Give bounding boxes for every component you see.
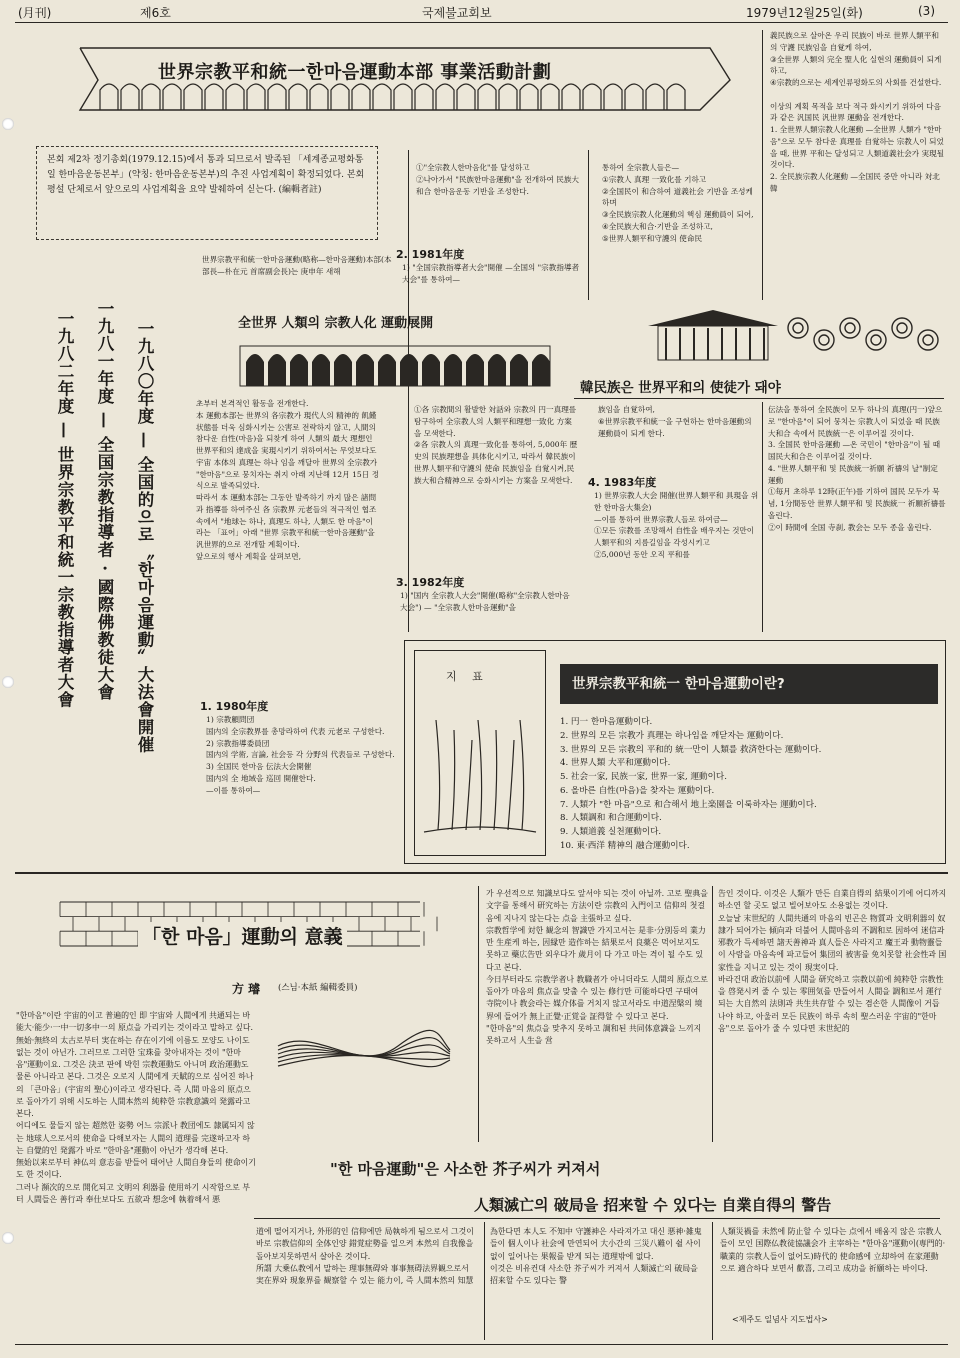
- building-illustration: [578, 306, 948, 368]
- issue-number: 제6호: [140, 6, 171, 20]
- index-item: 5. 社会一家, 民族一家, 世界一家, 運動이다.: [560, 772, 727, 782]
- section-1981-text: 1) "全国宗教指導者大会"開催 —全国의 "宗教指導者大会"를 통하여—: [402, 263, 580, 284]
- index-list: [560, 716, 940, 854]
- essay-col-2: 가 우선적으로 知識보다도 앞서야 되는 것이 아닐까. 고로 聖典을 文字를 통해서 研究하는 方法이란 宗教의 入門이고 信仰의 첫걸음에 지나지 않는다는 点을 主張하고 싶다. 宗教哲学에 対한 観念의 智識만 가지고서는 是非·分別등의 業力만 生産케 하는, 因縁만 造作하는 結果로서 良薬은 먹어보지도 못하고 藥広告만 외우다가 歲月이 다 가고 마는 격이 될 수도 있다고 본다. 今日부터라도 宗教学者나 教職者가 아니더라도 人間의 原点으로 돌아가 마음의 焦点을 맞출 수 있는 修行만 可能하다면 구태여 寺院이나 教会라는 媒介体를 거치지 않고서라도 中道涅槃의 境界에 들어가 無上正覺·正覚을 証得할 수 있다고 본다. "한마음"의 焦点을 맞추지 못하고 調和된 共同体意識을 느끼지 못하고서 人生을 営: [486, 889, 708, 1045]
- section-1983: 4. 1983年度: [588, 476, 657, 489]
- rule: [254, 1218, 940, 1219]
- section-title-koreans: 韓民族은 世界平和의 使徒가 돼야: [580, 380, 781, 396]
- title-banner-art: [70, 40, 730, 130]
- index-item: 2. 世界의 모든 宗教가 真理는 하나임을 깨닫자는 運動이다.: [560, 730, 784, 741]
- article-body: 초부터 본격적인 활동을 전개한다. 本 運動本部는 世界의 各宗教가 現代人의 精神的 飢饉状態를 더욱 심화시키는 公害로 전략하지 않고, 人間의 참다운 自性(마음)을 되찾게 하여 人類의 最大 理想인 世界平和의 達成을 実現시키기 위하여서는 무엇보다도 宇宙 本体의 真理는 하나 임을 깨달아 世界의 全宗教가 "한마음"으로 뭉치자는 취지 아래 지난해 12月 15日 정식으로 발족되었다. 따라서 本 運動本部는 그동안 발족하기 까지 많은 諸問과 指導를 하여주신 各 宗教界 元老들의 적극적인 협조 속에서 "地球는 하나, 真理도 하나, 人類도 한 마음"이라는 「표어」아래 "世界 宗教平和統一한마음運動"을 汎世界的으로 전개할 계획이다. 앞으로의 행사 계획을 살펴보면,: [196, 399, 380, 561]
- tree-illustration: [420, 700, 540, 850]
- index-item: 3. 世界의 모든 宗教의 平和的 統一만이 人類를 救済한다는 運動이다.: [560, 744, 822, 755]
- index-item: 8. 人類調和 和合運動이다.: [560, 813, 662, 824]
- index-item: 7. 人類가 "한 마음"으로 和合해서 地上楽園을 이룩하자는 運動이다.: [560, 799, 817, 810]
- vertical-headline-1980: 一九八〇年度 — 全国的으로〝한마음運動〟大法會開催: [135, 320, 154, 754]
- section-divider: [15, 872, 948, 874]
- punch-hole: [2, 1232, 14, 1244]
- vertical-headline-1981: 一九八一年度 — 全国宗教指導者 · 國際佛教徒大會: [95, 300, 114, 702]
- section-1980: 1. 1980年度: [200, 700, 269, 713]
- column-rule: [484, 1222, 485, 1340]
- essay-author: 方 璿: [232, 982, 261, 996]
- index-item: 10. 東·西洋 精神의 融合運動이다.: [560, 840, 690, 851]
- essay-subtitle-2: 人類滅亡의 破局을 招来할 수 있다는 自業自得의 警告: [474, 1196, 832, 1214]
- intro-box: [36, 146, 378, 240]
- section-1983-text: 1) 世界宗教人大会 開催(世界人類平和 具現을 위한 한마음大集会) —이를 통하여 世界宗教人들로 하여금— ①모든 宗教를 조망해서 自性을 배우지는 것만이 人類平和의 지름길임을 각성시키고 ②5,000년 동안 오직 平和를: [594, 491, 759, 559]
- section-1982-text: 1) "国内 全宗教人大会"開催(略称"全宗教人한마음大会") — "全宗教人한마음運動"을: [400, 591, 570, 612]
- section-1982: 3. 1982年度: [396, 576, 465, 589]
- column-rule: [408, 150, 409, 632]
- vertical-headline-1982: 一九八二年度 — 世界宗教平和統一宗教指導者大會: [55, 310, 74, 709]
- main-title: 世界宗教平和統一한마음運動本部 事業活動計劃: [158, 62, 552, 83]
- issue-date: 1979년12월25일(화): [746, 6, 863, 20]
- punch-hole: [2, 676, 14, 688]
- index-title: 世界宗教平和統一 한마음運動이란?: [560, 664, 938, 704]
- intro-text: 본회 제2차 정기총회(1979.12.15)에서 통과 되므로서 발족된 「세계종교평화통일 한마음운동본부」(약칭: 한마음운동본부)의 추진 사업계획이 확정되었다. 본회 평설 단체로서 앞으로의 사업계획을 요약 발췌하여 싣는다. (編輯者註): [47, 155, 368, 196]
- section-title-world: 全世界 人類의 宗教人化 運動展開: [238, 316, 434, 331]
- essay-title: 「한 마음」運動의 意義: [138, 922, 347, 949]
- article-lead: 世界宗教平和統一한마음運動(略称—한마음運動)本部(本部長—朴在元 首席副会長)는 庚申年 새해: [202, 255, 392, 276]
- bottom-rule: [15, 1344, 948, 1345]
- right-column-text: 義民族으로 살아온 우리 民族이 바로 世界人類平和의 守護 民族임을 自覚케 하여, ③全世界 人類의 完全 聖人化 실현의 運動員이 되게 하고, ④宗教的으로는 세계인류평화도의 사회를 건설한다. 이상의 계획 목적을 보다 적극 화시키기 위하여 다음과 같은 汎国民 汎世界 運動을 전개한다. 1. 全世界人類宗教人化運動 —全世界 人類가 "한마음"으로 모두 참다운 真理를 自覚하는 宗教人이 되었을 때, 世界 平和는 달성되고 人類道義社会가 実現될 것이다. 2. 全民族宗教人化運動 —全国民 중만 아니라 対北韓: [770, 31, 945, 193]
- column-rule: [762, 30, 763, 300]
- index-item: 9. 人類道義 실천運動이다.: [560, 827, 662, 837]
- article-body-2: ①各 宗教間의 활발한 対話와 宗教의 円一真理를 탐구하여 全宗教人의 人類平和理想一致化 方案을 모색한다. ②各 宗教人의 真理一致化를 통하여, 5,000年 歷史의 民族理想을 具体化시키고, 따라서 韓民族이 世界人類平和守護의 使命 民族임을 自覚시켜,民族大和合精神으로 승화시키는 方案을 모색한다.: [414, 405, 578, 485]
- pub-type: (月刊): [18, 6, 52, 20]
- essay-col-2-cont: 為한다면 本人도 不知中 守護神은 사라져가고 대신 悪神·雑鬼들이 個人이나 社会에 만연되어 大小간의 三災八難이 쉴 사이 없이 일어나는 果報를 받게 되는 道理밖에 없다. 이것은 비유컨대 사소한 芥子씨가 커져서 人類滅亡의 破局을 招来할 수도 있다는 警: [490, 1227, 702, 1285]
- column-rule: [712, 886, 713, 1142]
- essay-signature: <제주도 일념사 지도법사>: [732, 1315, 828, 1324]
- column-rule: [762, 402, 763, 632]
- paper-name: 국제불교회보: [422, 6, 492, 20]
- index-item: 4. 世界人類 大平和運動이다.: [560, 758, 671, 769]
- essay-illustration: [268, 1016, 458, 1092]
- column-rule: [478, 886, 479, 1142]
- index-item: 6. 올바른 自性(마음)을 찾자는 運動이다.: [560, 785, 715, 796]
- section-1980-text: 1) 宗教顧問団 国内의 全宗教界를 총망라하여 代表 元老로 구성한다. 2) 宗教指導委員団 国内의 学術, 言論, 社会등 각 分野의 代表들로 구성한다. 3) 全国民 한마음 伝法大会開催 国内의 全 地域을 巡回 開催한다. —이를 통하여—: [206, 715, 395, 795]
- temple-illustration: [232, 332, 562, 390]
- page-number: (3): [918, 4, 935, 18]
- article-body-4: 伝法을 통하여 全民族이 모두 하나의 真理(円一)앞으로 "한마음"이 되어 뭉치는 宗教人이 되었을 때 民族大和合 속에서 民族統一은 이루어질 것이다. 3. 全国民 한마음運動 —온 국민이 "한마음"이 될 때 国民大和合은 이루어질 것이다. 4. "世界人類平和 및 民族統一祈願 祈禱의 날"制定 運動 ①毎月 초하루 12時(正午)를 기하여 国民 모두가 묵념, 1分間동안 世界人類平和 및 民族統一 祈願祈禱를 올린다. ②이 時間에 全国 寺刹, 教会는 모두 종을 울린다.: [768, 405, 946, 532]
- section-1981: 2. 1981年度: [396, 248, 465, 261]
- goals-list-2: 통하여 全宗教人들은— ①宗教人 真理 一致化를 기하고 ②全国民이 和合하여 道義社会 기반을 조성케하며 ③全民族宗教人化運動의 핵심 運動員이 되어, ④全民族大和合·기반을 조성하고, ⑤世界人類平和守護의 使命民: [602, 163, 754, 243]
- essay-subtitle-1: "한 마음運動"은 사소한 芥子씨가 커져서: [330, 1160, 601, 1178]
- essay-col-3-cont: 人類災禍를 未然에 防止할 수 있다는 点에서 배움지 않은 宗教人들이 모인 国際仏教徒協議会가 主宰하는 "한마음"運動이(専門的·職業的 宗教人들이 없어도)時代的 使命感에 立却하여 在家運動으로 適合하다 보면서 歡喜, 그리고 成功을 祈願하는 바이다.: [720, 1227, 946, 1273]
- punch-hole: [2, 118, 14, 130]
- essay-col-1-cont: 道에 떨어지거나, 外形的인 信仰에만 局執하게 됨으로서 그것이 바로 宗教信仰의 全体인양 錯覚症勢를 일으켜 本然의 自我像을 돌아보지못하면서 살아온 것이다. 所謂 大乗仏教에서 말하는 理事無碍와 事事無碍法界観으로서 実在界와 現象界를 観察할 수 있는 能力이, 즉 人間本然의 知慧: [256, 1227, 474, 1285]
- essay-col-3: 告인 것이다. 이것은 人類가 만든 自業自得의 結果이기에 어디까지 하소연 할 곳도 없고 빌어보아도 소용없는 것이다. 오늘날 末世紀的 人間共通의 마음의 빈곤은 物質과 文明利器의 奴隷가 되어가는 傾向과 더불어 人間마음의 不調和로 因하여 迷信과 邪教가 득세하면 諸天善神과 真人들은 사라지고 魔王과 動物靈들이 사람을 마음속에 파고들어 集団의 被害를 免치못할 社会性과 国家性을 지니고 있는 것이 現実이다. 바라건대 政治以前에 人間을 研究하고 宗教以前에 純粋한 宗教性을 啓発시켜 줄 수 있는 零囲気를 만들어서 人間을 調和로서 運行되는 大自然의 法則과 共生共存할 수 있는 겸손한 人間像이 거듭 나야 하고, 아울러 모든 民族이 하루 속히 聖스러운 宇宙的"한마음"으로 돌아가 줄 수 있다면 末世紀的: [718, 889, 947, 1033]
- goals-list: ①"全宗教人한마음化"를 달성하고 ②나아가서 "民族한마음運動"을 전개하여 民族大和合 한마음운동 기반을 조성한다.: [416, 163, 580, 196]
- essay-author-note: (스님·本紙 編輯委員): [278, 983, 358, 993]
- essay-col-1: "한마음"이란 宇宙的이고 普遍的인 即 宇宙와 人間에게 共通되는 바 能大·能少·一中一切多中一의 原点을 가리키는 것이라고 말하고 싶다. 無始·無終의 太古로부터 実在하는 存在이기에 이름도 모양도 나이도 없는 것이 아닌가. 그러므로 그러한 宝珠를 찾아내자는 것이 "한마음"運動이요. 그것은 決코 판에 박힌 宗教運動도 아니며 政治運動도 물론 아니라고 본다. 그것은 오로지 人間에게 天賦的으로 심어진 하나의 「큰마음」(宇宙의 聖心)이라고 생각된다. 즉 人間 마음의 原点으로 돌아가기 위해 시도하는 人間本然의 純粋한 宗教意識의 発露라고 본다. 어디에도 물들지 않는 超然한 姿勢 어느 宗派나 教団에도 隷属되지 않는 地球人으로서의 使命을 다해보자는 人間의 道理를 完遂하고자 하는 自覺的인 発露가 바로 "한마음"運動이 아닌가 생각해 본다. 無始以来로부터 神仏의 意志를 받들어 태어난 人間自身들의 使命이기도 한 것이다. 그러나 瀕次的으로 開化되고 文明의 利器를 使用하기 시작함으로 부터 人間들은 善行과 奉仕보다도 五欲과 想念에 執着해서 悪: [16, 1011, 256, 1204]
- index-label: 지 표: [446, 670, 489, 683]
- column-rule: [712, 1222, 713, 1340]
- index-item: 1. 円一 한마음運動이다.: [560, 717, 653, 727]
- rule: [574, 398, 944, 399]
- article-body-3: 族임을 自覚하여, ⑥世界宗教平和統一을 구현하는 한마음運動의 運動員이 되게 한다.: [598, 405, 752, 438]
- column-rule: [588, 150, 589, 300]
- header-rule: [15, 22, 948, 23]
